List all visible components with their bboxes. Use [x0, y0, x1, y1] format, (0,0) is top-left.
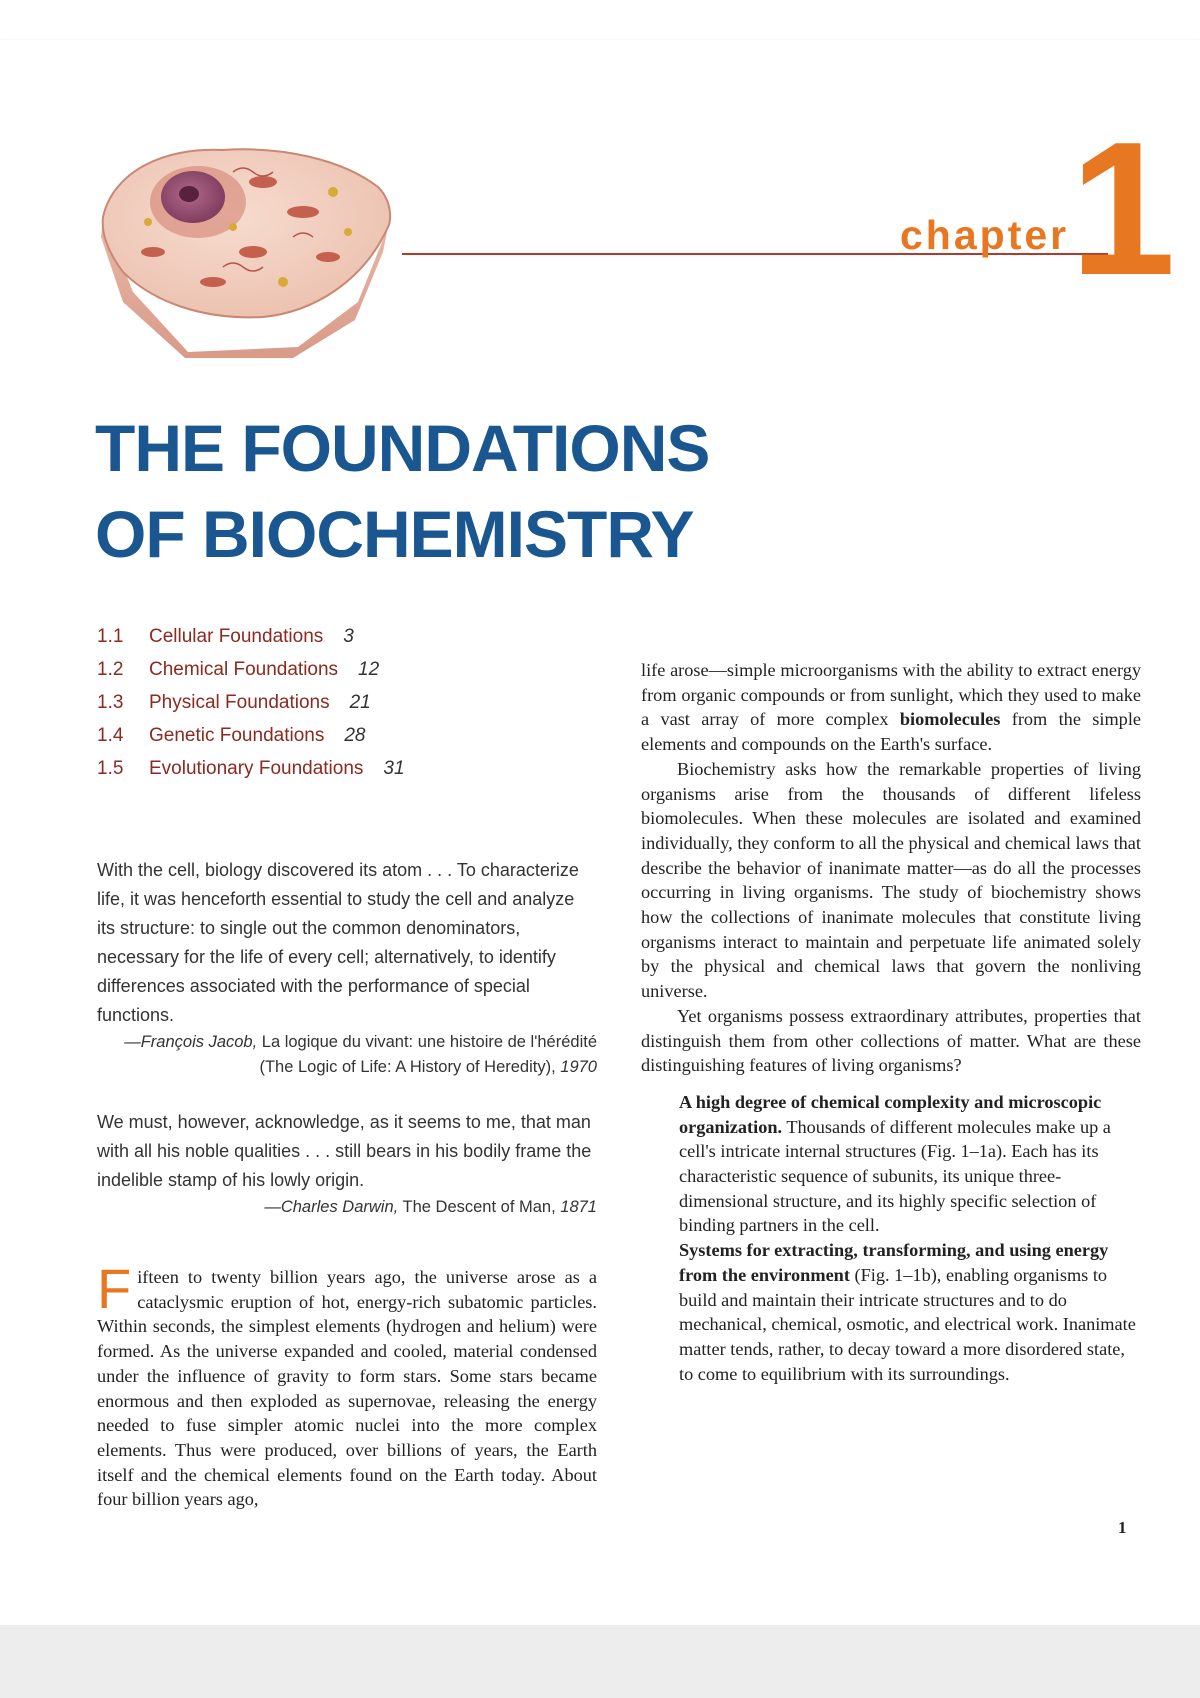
toc-item-label: Chemical Foundations [149, 659, 339, 680]
intro-text: ifteen to twenty billion years ago, the universe arose as a cataclysmic eruption of hot, energy-rich subatomic particles. Within seconds, the simplest elements (hydrogen and helium) were formed. As the universe expanded and cooled, material condensed under the influence of gravity to form stars. Some stars became enormous and then exploded as supernovae, releasing the energy needed to fuse simpler atomic nuclei into the more complex elements. Thus were produced, over billions of years, the Earth itself and the chemical elements found on the Earth today. About four billion years ago, [97, 1267, 597, 1510]
title-line-2: OF BIOCHEMISTRY [95, 497, 694, 571]
epigraph-attribution [97, 1030, 597, 1080]
toc-item-label: Evolutionary Foundations [149, 758, 364, 779]
page-number: 1 [1118, 1518, 1127, 1537]
paragraph-3: Yet organisms possess extraordinary attributes, properties that distinguish them from other collections of matter. What are these distinguishing features of living organisms? [641, 1005, 1141, 1076]
epigraph-author: —François Jacob, [124, 1033, 258, 1051]
document-page [0, 40, 1200, 1625]
viewer-background [0, 1625, 1200, 1698]
animal-cell-illustration [93, 142, 399, 360]
list-item-text: (Fig. 1–1b), enabling organisms to build and maintain their intricate structures and to do mechanical, chemical, osmotic, and electrical work. Inanimate matter tends, rather, to decay toward a more disordered state, to come to equilibrium with its surroundings. [679, 1264, 1136, 1384]
top-bar [0, 0, 1200, 41]
toc-item-page: 31 [383, 758, 405, 779]
list-item-text: Thousands of different molecules make up a cell's intricate internal structures (Fig. 1–1a). Each has its characteristic sequence of subunits, its unique three-dimensional structure, and its highly specific selection of binding partners in the cell. [679, 1116, 1111, 1236]
toc-item-page: 3 [343, 626, 354, 647]
epigraph-work: The Descent of Man, [402, 1198, 556, 1216]
epigraph-quote: We must, however, acknowledge, as it seems to me, that man with all his noble qualities . . . still bears in his bodily frame the indelible stamp of his lowly origin. [97, 1112, 592, 1190]
epigraph-jacob [97, 856, 597, 1080]
epigraph-year: 1871 [560, 1198, 597, 1216]
toc-item-label: Cellular Foundations [149, 626, 324, 647]
title-line-1: THE FOUNDATIONS [95, 411, 710, 485]
list-item-heading: A high degree of chemical complexity and microscopic organization. [679, 1091, 1102, 1137]
attributes-list [679, 1090, 1141, 1386]
chapter-number: 1 [1070, 103, 1176, 315]
toc-item-page: 21 [349, 692, 371, 713]
toc-item[interactable] [97, 752, 597, 785]
paragraph-text: life arose—simple microorganisms with the ability to extract energy from organic compounds or from sunlight, which they used to make a vast array of more complex [641, 660, 1141, 730]
body-column-right [641, 658, 1141, 1386]
toc-item-number: 1.2 [97, 659, 124, 680]
epigraph-darwin [97, 1108, 597, 1220]
toc-item[interactable] [97, 620, 597, 653]
list-item [679, 1090, 1141, 1238]
body-column-left [97, 1257, 597, 1512]
epigraph-author: —Charles Darwin, [264, 1198, 399, 1216]
chapter-title [95, 405, 795, 577]
drop-cap: F [97, 1257, 132, 1320]
toc-item-page: 28 [344, 725, 366, 746]
toc-item[interactable] [97, 653, 597, 686]
intro-paragraph [97, 1257, 597, 1512]
paragraph-text: from the simple elements and compounds on the Earth's surface. [641, 709, 1142, 755]
epigraph-quote: With the cell, biology discovered its atom . . . To characterize life, it was henceforth essential to study the cell and analyze its structure: to single out the common denominators, necessary for the life of every cell; alternatively, to identify differences associated with the performance of special functions. [97, 860, 579, 1025]
toc-item-label: Physical Foundations [149, 692, 330, 713]
epigraph-work: La logique du vivant: une histoire de l'hérédité [261, 1033, 597, 1051]
epigraph-work-english: (The Logic of Life: A History of Heredity), [259, 1058, 556, 1076]
list-item [679, 1238, 1141, 1386]
table-of-contents [97, 620, 597, 785]
toc-item-page: 12 [358, 659, 380, 680]
toc-item-label: Genetic Foundations [149, 725, 325, 746]
toc-item-number: 1.3 [97, 692, 124, 713]
paragraph-2: Biochemistry asks how the remarkable properties of living organisms arise from the thousands of different lifeless biomolecules. When these molecules are isolated and examined individually, they conform to all the physical and chemical laws that describe the behavior of inanimate matter—as do all the processes occurring in living organisms. The study of biochemistry shows how the collections of inanimate molecules that constitute living organisms interact to maintain and perpetuate life animated solely by the physical and chemical laws that govern the nonliving universe. [641, 758, 1141, 1002]
paragraph-1 [641, 658, 1141, 757]
toc-item-number: 1.1 [97, 626, 124, 647]
toc-item-number: 1.4 [97, 725, 124, 746]
toc-item-number: 1.5 [97, 758, 124, 779]
epigraph-attribution [97, 1195, 597, 1220]
toc-item[interactable] [97, 719, 597, 752]
key-term-biomolecules: biomolecules [899, 709, 1001, 730]
epigraph-year: 1970 [560, 1058, 597, 1076]
list-item-heading: Systems for extracting, transforming, and using energy from the environment [679, 1240, 1109, 1285]
chapter-label: chapter [900, 212, 1070, 258]
toc-item[interactable] [97, 686, 597, 719]
